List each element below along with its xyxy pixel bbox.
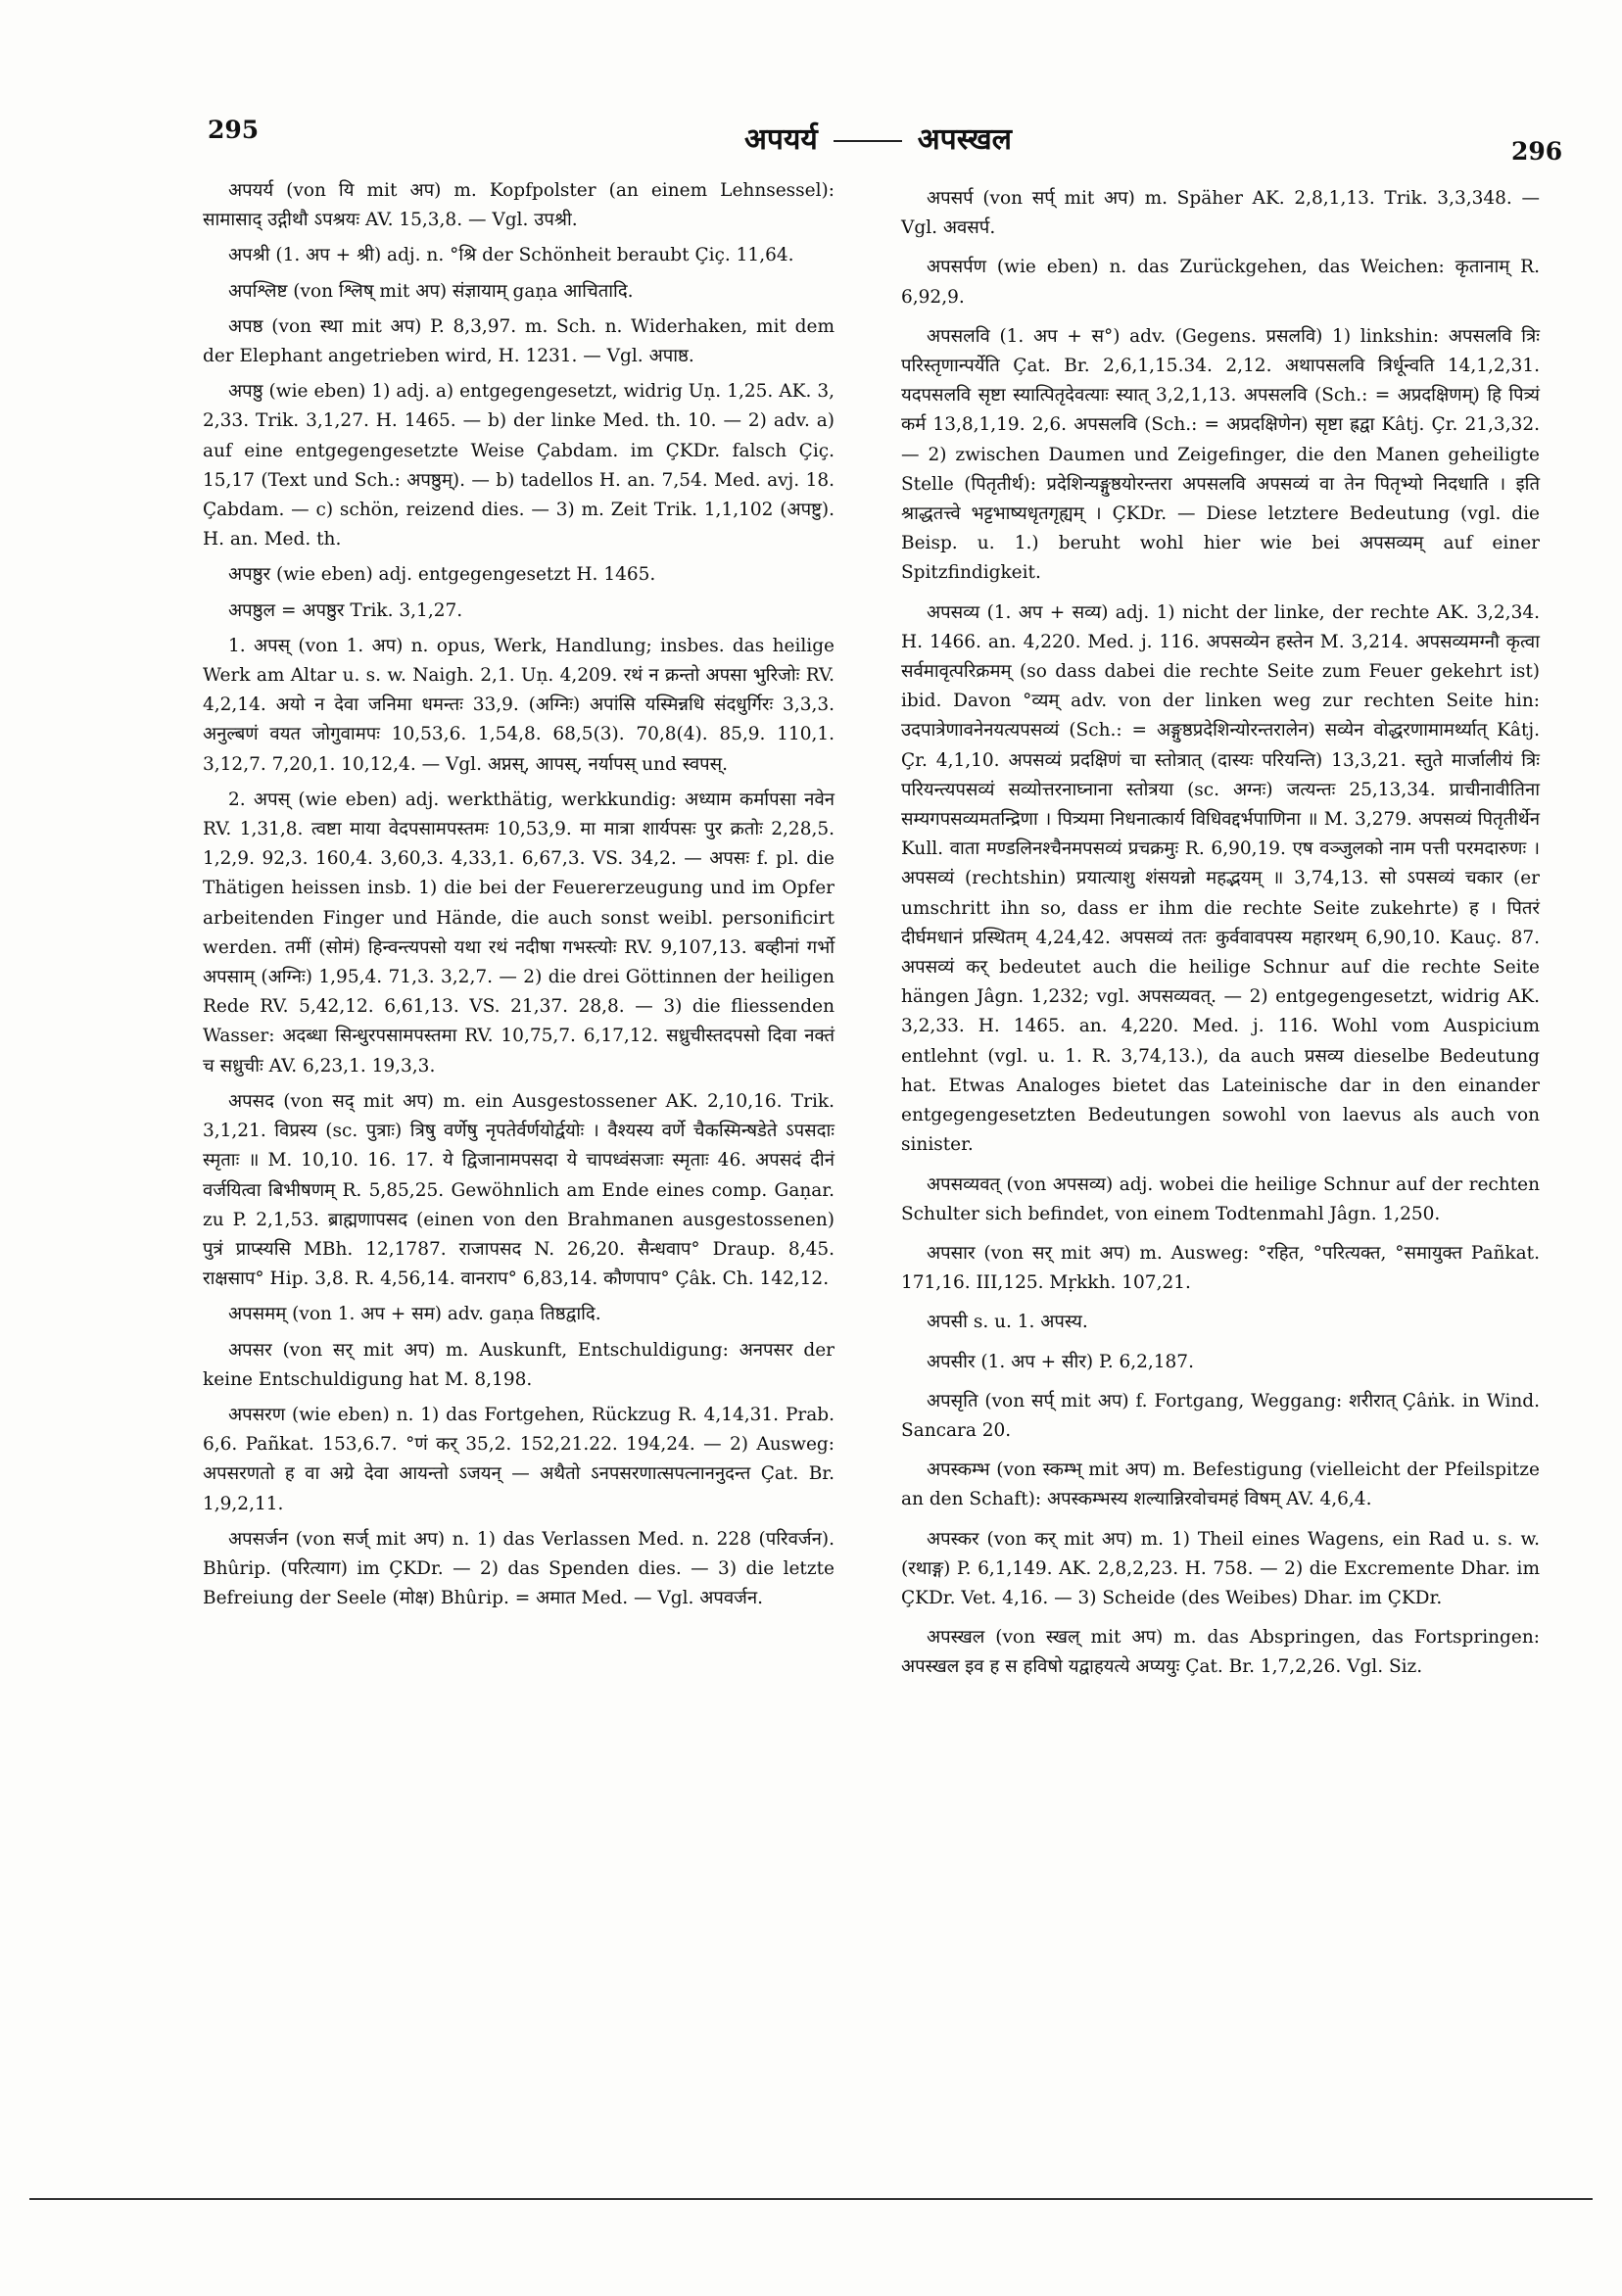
dictionary-entry: अपसव्यवत् (von अपसव्य) adj. wobei die heilige Schnur auf der rechten Schulter sich befindet, von einem Todtenmahl Jâgn. 1,250.	[901, 1173, 1540, 1224]
dictionary-entry: अपसलवि (1. अप + स°) adv. (Gegens. प्रसलवि) 1) linkshin: अपसलवि त्रिः परिस्तृणान्पर्येति Çat. Br. 2,6,1,15.34. 2,12. अथापसलवि त्रिर्धून्वति 14,1,2,31. यदपसलवि सृष्टा स्यात्पितृदेवत्याः स्यात् 3,2,1,13. अपसलवि (Sch.: = अप्रदक्षिणम्) हि पित्र्यं कर्म 13,8,1,19. 2,6. अपसलवि (Sch.: = अप्रदक्षिणेन) सृष्टा ह्रद्वा Kâtj. Çr. 21,3,32. — 2) zwischen Daumen und Zeigefinger, die den Manen geheiligte Stelle (पितृतीर्थ): प्रदेशिन्यङ्गुष्ठयोरन्तरा अपसलवि अपसव्यं वा तेन पितृभ्यो निदधाति । इति श्राद्धतत्त्वे भट्टभाष्यधृतगृह्यम् । ÇKDr. — Diese letztere Bedeutung (vgl. die Beisp. u. 1.) beruht wohl hier wie bei अपसव्यम् auf einer Spitzfindigkeit.	[901, 325, 1540, 584]
left-column	[203, 176, 835, 1619]
dictionary-entry: अपष्ठ (von स्था mit अप) P. 8,3,97. m. Sch. n. Widerhaken, mit dem der Elephant angetrieben wird, H. 1231. — Vgl. अपाष्ठ.	[203, 315, 835, 367]
dictionary-entry: अपसर्पण (wie eben) n. das Zurückgehen, das Weichen: कृतानाम् R. 6,92,9.	[901, 257, 1540, 308]
running-head	[744, 118, 1012, 158]
dictionary-entry: अपस्कम्भ (von स्कम्भ् mit अप) m. Befestigung (vielleicht der Pfeilspitze an den Schaft): अपस्कम्भस्य शल्यान्निरवोचमहं विषम् AV. 4,6,4.	[901, 1459, 1540, 1510]
running-head-last: अपस्खल	[917, 122, 1012, 157]
dictionary-entry: अपसर्प (von सर्प् mit अप) m. Späher AK. 2,8,1,13. Trik. 3,3,348. — Vgl. अवसर्प.	[901, 188, 1540, 239]
dictionary-entry: 1. अपस् (von 1. अप) n. opus, Werk, Handlung; insbes. das heilige Werk am Altar u. s. w. Naigh. 2,1. Uṇ. 4,209. रथं न क्रन्तो अपसा भुरिजोः RV. 4,2,14. अयो न देवा जनिमा धमन्तः 33,9. (अग्निः) अपांसि यस्मिन्नधि संदधुर्गिरः 3,3,3. अनुल्बणं वयत जोगुवामपः 10,53,6. 1,54,8. 68,5(3). 70,8(4). 85,9. 110,1. 3,12,7. 7,20,1. 10,12,4. — Vgl. अप्नस्, आपस्, नर्यापस् und स्वपस्.	[203, 635, 835, 775]
dictionary-entry: अपसार (von सर् mit अप) m. Ausweg: °रहित, °परित्यक्त, °समायुक्त Pañkat. 171,16. III,125. Mṛkkh. 107,21.	[901, 1242, 1540, 1294]
dictionary-entry: अपश्लिष्ट (von श्लिष् mit अप) संज्ञायाम् gaṇa आचितादि.	[228, 280, 634, 302]
dictionary-entry: अपष्ठु (wie eben) 1) adj. a) entgegengesetzt, widrig Uṇ. 1,25. AK. 3, 2,33. Trik. 3,1,27. H. 1465. — b) der linke Med. th. 10. — 2) adv. a) auf eine entgegengesetzte Weise Çabdam. im ÇKDr. falsch Çiç. 15,17 (Text und Sch.: अपष्ठुम्). — b) tadellos H. an. 7,54. Med. avj. 18. Çabdam. — c) schön, reizend dies. — 3) m. Zeit Trik. 1,1,102 (अपष्टु). H. an. Med. th.	[203, 381, 835, 550]
running-head-first: अपयर्य	[744, 122, 818, 157]
dictionary-entry: अपसव्य (1. अप + सव्य) adj. 1) nicht der linke, der rechte AK. 3,2,34. H. 1466. an. 4,220. Med. j. 116. अपसव्येन हस्तेन M. 3,214. अपसव्यमग्नौ कृत्वा सर्वमावृत्परिक्रमम् (so dass dabei die rechte Seite zum Feuer gekehrt ist) ibid. Davon °व्यम् adv. von der linken weg zur rechten Seite hin: उदपात्रेणावनेनयत्यपसव्यं (Sch.: = अङ्गुष्ठप्रदेशिन्योरन्तरालेन) सव्येन वोद्धरणामामर्थ्यात् Kâtj. Çr. 4,1,10. अपसव्यं प्रदक्षिणं चा स्तोत्रात् (दास्यः परियन्ति) 13,3,21. स्तुते मार्जालीयं त्रिः परियन्त्यपसव्यं सव्योत्तरनाघ्नाना स्तोत्रया (sc. अग्नः) जत्यन्तः 25,13,34. प्राचीनावीतिना सम्यगपसव्यमतन्द्रिणा । पित्र्यमा निधनात्कार्य विधिवद्दर्भपाणिना ॥ M. 3,279. अपसव्यं पितृतीर्थेन Kull. वाता मण्डलिनश्चैनमपसव्यं प्रचक्रमुः R. 6,90,19. एष वञ्जुलको नाम पत्ती परमदारुणः । अपसव्यं (rechtshin) प्रयात्याशु शंसयन्नो महद्भयम् ॥ 3,74,13. सो ऽपसव्यं चकार (er umschritt ihn so, dass er ihm die rechte Seite zukehrte) ह । पितरं दीर्घमधानं प्रस्थितम् 4,24,42. अपसव्यं ततः कुर्ववावपस्य महारथम् 6,90,10. Kauç. 87. अपसव्यं कर् bedeutet auch die heilige Schnur auf die rechte Seite hängen Jâgn. 1,232; vgl. अपसव्यवत्. — 2) entgegengesetzt, widrig AK. 3,2,33. H. 1465. an. 4,220. Med. j. 116. Wohl vom Auspicium entlehnt (vgl. u. 1. R. 3,74,13.), da auch प्रसव्य dieselbe Bedeutung hat. Etwas Analoges bietet das Lateinische dar in den einander entgegengesetzten Bedeutungen sowohl von laevus als auch von sinister.	[901, 601, 1540, 1156]
dictionary-entry: अपसमम् (von 1. अप + सम) adv. gaṇa तिष्ठद्वादि.	[228, 1304, 601, 1325]
dictionary-entry: अपसरण (wie eben) n. 1) das Fortgehen, Rückzug R. 4,14,31. Prab. 6,6. Pañkat. 153,6.7. °णं कर् 35,2. 152,21.22. 194,24. — 2) Ausweg: अपसरणतो ह वा अग्रे देवा आयन्तो ऽजयन् — अथैतो ऽनपसरणात्सपत्नाननुदन्त Çat. Br. 1,9,2,11.	[203, 1404, 835, 1514]
page-number-left: 295	[208, 116, 260, 144]
dictionary-entry: अपश्री (1. अप + श्री) adj. n. °श्रि der Schönheit beraubt Çiç. 11,64.	[228, 245, 794, 266]
dictionary-entry: अपयर्य (von यि mit अप) m. Kopfpolster (an einem Lehnsessel): सामासाद् उद्गीथौ ऽपश्रयः AV. 15,3,8. — Vgl. उपश्री.	[203, 180, 835, 231]
dictionary-entry: अपसर (von सर् mit अप) m. Auskunft, Entschuldigung: अनपसर der keine Entschuldigung hat M. 8,198.	[203, 1339, 835, 1390]
dictionary-entry: अपसी s. u. 1. अपस्य.	[927, 1312, 1088, 1333]
dictionary-entry: अपष्ठुल = अपष्ठुर Trik. 3,1,27.	[228, 599, 463, 621]
page-number-right: 296	[1511, 137, 1563, 166]
dictionary-entry: अपस्खल (von स्खल् mit अप) m. das Abspringen, das Fortspringen: अपस्खल इव ह स हविषो यद्वाहयत्ये अप्ययुः Çat. Br. 1,7,2,26. Vgl. Siz.	[901, 1627, 1540, 1678]
dictionary-entry: अपसर्जन (von सर्ज् mit अप) n. 1) das Verlassen Med. n. 228 (परिवर्जन). Bhûrip. (परित्याग) im ÇKDr. — 2) das Spenden dies. — 3) die letzte Befreiung der Seele (मोक्ष) Bhûrip. = अमात Med. — Vgl. अपवर्जन.	[203, 1528, 835, 1609]
right-column	[901, 184, 1540, 1693]
dictionary-entry: 2. अपस् (wie eben) adj. werkthätig, werkkundig: अध्याम कर्मापसा नवेन RV. 1,31,8. त्वष्टा माया वेदपसामपस्तमः 10,53,9. मा मात्रा शार्यपसः पुर क्रतोः 2,28,5. 1,2,9. 92,3. 160,4. 3,60,3. 4,33,1. 6,67,3. VS. 34,2. — अपसः f. pl. die Thätigen heissen insb. 1) die bei der Feuererzeugung und im Opfer arbeitenden Finger und Hände, die auch sonst weibl. personificirt werden. तमीं (सोमं) हिन्वन्त्यपसो यथा रथं नदीषा गभस्त्योः RV. 9,107,13. बव्हीनां गर्भो अपसाम् (अग्निः) 1,95,4. 71,3. 3,2,7. — 2) die drei Göttinnen der heiligen Rede RV. 5,42,12. 6,61,13. VS. 21,37. 28,8. — 3) die fliessenden Wasser: अदब्धा सिन्धुरपसामपस्तमा RV. 10,75,7. 6,17,12. सध्रुचीस्तदपसो दिवा नक्तं च सध्रुचीः AV. 6,23,1. 19,3,3.	[203, 789, 835, 1076]
bottom-rule	[29, 2198, 1593, 2200]
dictionary-entry: अपसीर (1. अप + सीर) P. 6,2,187.	[927, 1351, 1194, 1372]
dictionary-entry: अपसद (von सद् mit अप) m. ein Ausgestossener AK. 2,10,16. Trik. 3,1,21. विप्रस्य (sc. पुत्राः) त्रिषु वर्णेषु नृपतेर्वर्णयोर्द्वयोः । वैश्यस्य वर्णे चैकस्मिन्षडेते ऽपसदाः स्मृताः ॥ M. 10,10. 16. 17. ये द्विजानामपसदा ये चापध्वंसजाः स्मृताः 46. अपसदं दीनं वर्जयित्वा बिभीषणम् R. 5,85,25. Gewöhnlich am Ende eines comp. Gaṇar. zu P. 2,1,53. ब्राह्मणापसद (einen von den Brahmanen ausgestossenen) पुत्रं प्राप्स्यसि MBh. 12,1787. राजापसद N. 26,20. सैन्धवाप° Draup. 8,45. राक्षसाप° Hip. 3,8. R. 4,56,14. वानराप° 6,83,14. कौणपाप° Çâk. Ch. 142,12.	[203, 1090, 835, 1290]
running-head-dash	[834, 140, 902, 142]
dictionary-entry: अपष्ठुर (wie eben) adj. entgegengesetzt H. 1465.	[228, 564, 656, 586]
dictionary-entry: अपसृति (von सर्प् mit अप) f. Fortgang, Weggang: शरीरात् Çâṅk. in Wind. Sancara 20.	[901, 1390, 1540, 1441]
dictionary-entry: अपस्कर (von कर् mit अप) m. 1) Theil eines Wagens, ein Rad u. s. w. (रथाङ्ग) P. 6,1,149. AK. 2,8,2,23. H. 758. — 2) die Excremente Dhar. im ÇKDr. Vet. 4,16. — 3) Scheide (des Weibes) Dhar. im ÇKDr.	[901, 1528, 1540, 1608]
